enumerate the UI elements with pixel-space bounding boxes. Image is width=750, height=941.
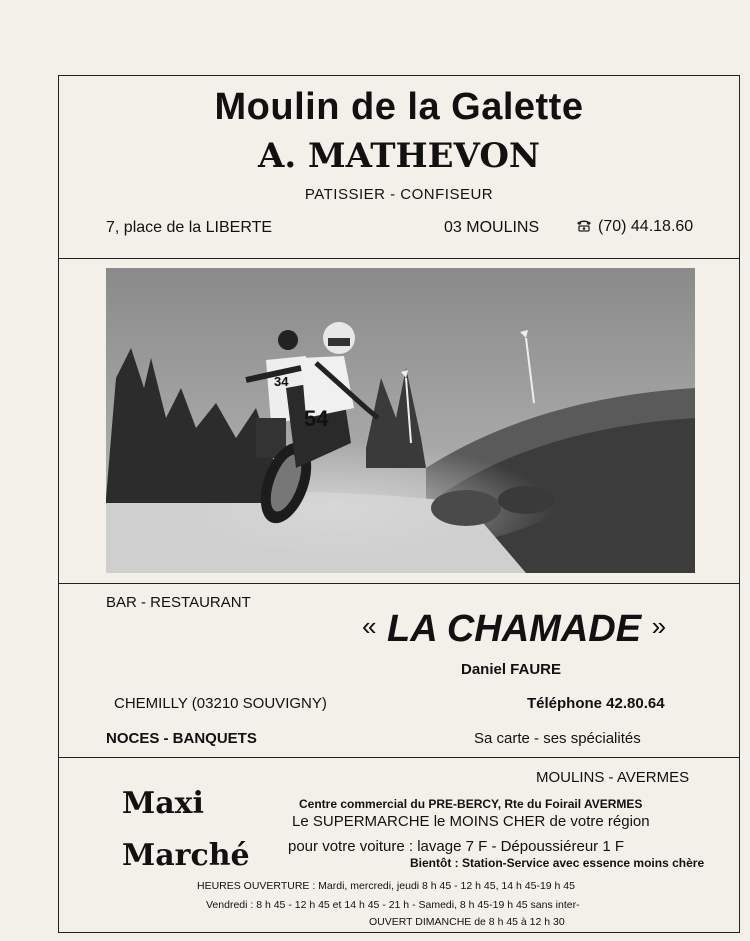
quote-open: « (362, 611, 377, 641)
ad3-line4: Bientôt : Station-Service avec essence moins chère (410, 856, 705, 870)
ad1-name: A. MATHEVON (257, 136, 541, 176)
ad2-owner: Daniel FAURE (461, 661, 562, 678)
ad2-events: NOCES - BANQUETS (106, 730, 257, 747)
ad2-menu: Sa carte - ses spécialités (474, 730, 641, 747)
divider (58, 258, 740, 259)
rider-number: 54 (304, 406, 329, 431)
quote-close: » (651, 611, 667, 641)
ad2-phone: Téléphone 42.80.64 (527, 695, 665, 712)
ad2-address: CHEMILLY (03210 SOUVIGNY) (114, 695, 327, 712)
rider2-number: 34 (274, 374, 289, 389)
ad3-brand-line2: Marché (122, 838, 250, 873)
ad3-hours1: HEURES OUVERTURE : Mardi, mercredi, jeudi 8 h 45 - 12 h 45, 14 h 45-19 h 45 (197, 880, 575, 892)
motocross-photo (106, 268, 695, 573)
ad1-address: 7, place de la LIBERTE (106, 219, 273, 236)
ad3-brand-line1: Maxi (122, 786, 204, 821)
ad2-tag: BAR - RESTAURANT (106, 594, 251, 611)
ad2-name: LA CHAMADE (387, 608, 642, 650)
ad3-location: MOULINS - AVERMES (536, 769, 690, 786)
ad3-hours2: Vendredi : 8 h 45 - 12 h 45 et 14 h 45 - 21 h - Samedi, 8 h 45-19 h 45 sans inter- (206, 899, 580, 911)
ad1-title: Moulin de la Galette (214, 86, 584, 128)
ad3-hours3: OUVERT DIMANCHE de 8 h 45 à 12 h 30 (369, 916, 565, 928)
ad2-title (362, 608, 666, 651)
ad1-phone-block (576, 218, 693, 236)
ad1-city: 03 MOULINS (444, 219, 540, 236)
ad3-line2: Le SUPERMARCHE le MOINS CHER de votre région (292, 813, 650, 830)
ad1-subtitle: PATISSIER - CONFISEUR (304, 186, 494, 203)
ad3-line3: pour votre voiture : lavage 7 F - Dépoussiéreur 1 F (288, 838, 624, 855)
divider (58, 583, 740, 584)
ad3-line1: Centre commercial du PRE-BERCY, Rte du Foirail AVERMES (299, 797, 643, 811)
divider (58, 757, 740, 758)
ad1-phone: (70) 44.18.60 (598, 218, 694, 235)
telephone-icon (576, 219, 592, 232)
